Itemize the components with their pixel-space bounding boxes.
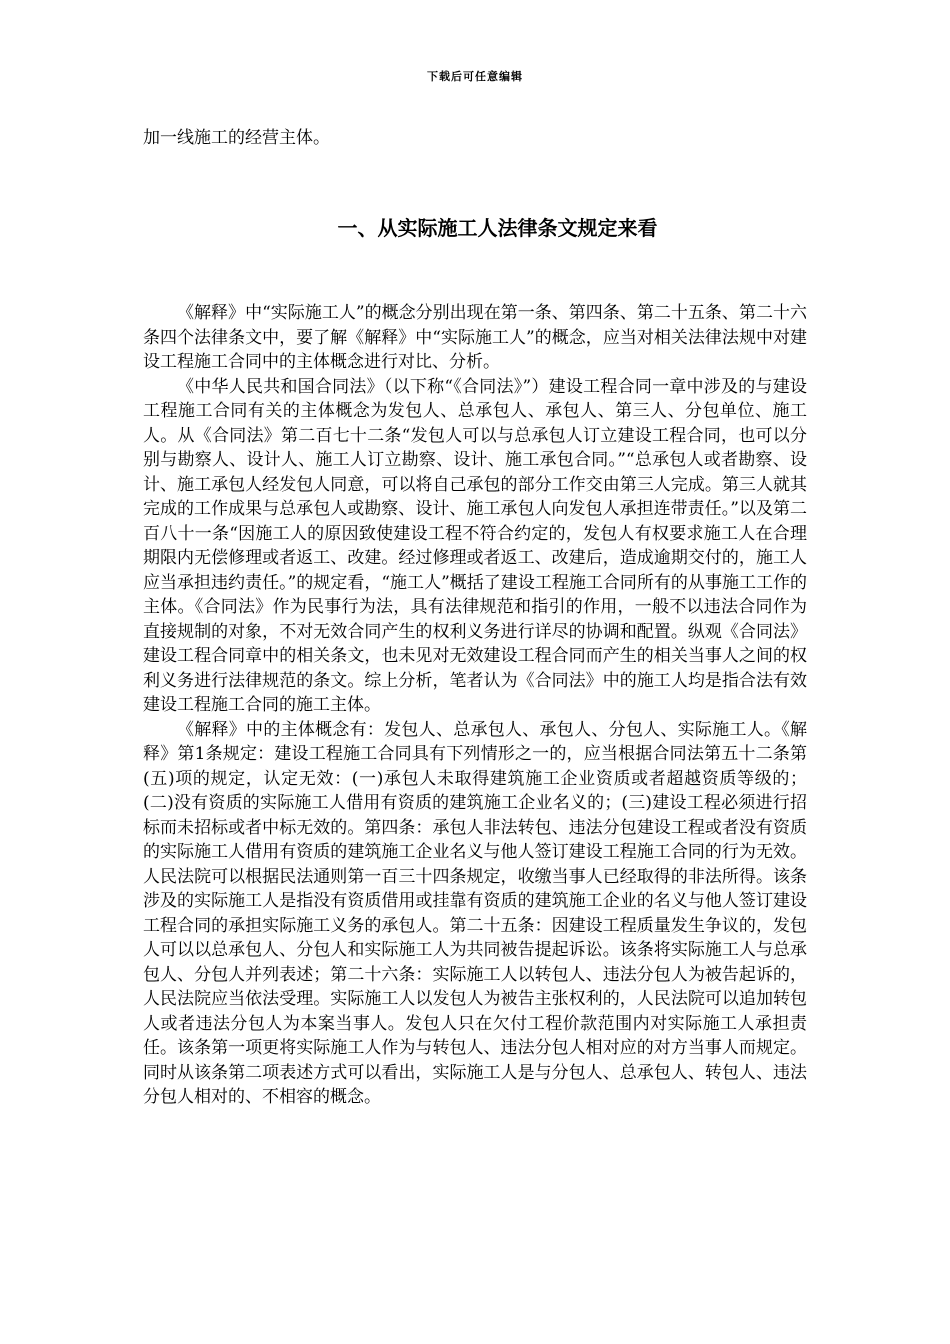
- paragraph: 《解释》中的主体概念有：发包人、总承包人、承包人、分包人、实际施工人。《解释》第1条规定：建设工程施工合同具有下列情形之一的，应当根据合同法第五十二条第(五)项的规定，认定无效：(一)承包人未取得建筑施工企业资质或者超越资质等级的；(二)没有资质的实际施工人借用有资质的建筑施工企业名义的；(三)建设工程必须进行招标而未招标或者中标无效的。第四条：承包人非法转包、违法分包建设工程或者没有资质的实际施工人借用有资质的建筑施工企业名义与他人签订建设工程施工合同的行为无效。人民法院可以根据民法通则第一百三十四条规定，收缴当事人已经取得的非法所得。该条涉及的实际施工人是指没有资质借用或挂靠有资质的建筑施工企业的名义与他人签订建设工程合同的承担实际施工义务的承包人。第二十五条：因建设工程质量发生争议的，发包人可以以总承包人、分包人和实际施工人为共同被告提起诉讼。该条将实际施工人与总承包人、分包人并列表述；第二十六条：实际施工人以转包人、违法分包人为被告起诉的，人民法院应当依法受理。实际施工人以发包人为被告主张权利的，人民法院可以追加转包人或者违法分包人为本案当事人。发包人只在欠付工程价款范围内对实际施工人承担责任。该条第一项更将实际施工人作为与转包人、违法分包人相对应的对方当事人而规定。同时从该条第二项表述方式可以看出，实际施工人是与分包人、总承包人、转包人、违法分包人相对的、不相容的概念。: [143, 719, 807, 1107]
- page-header: 下载后可任意编辑: [427, 70, 523, 83]
- body-text: [143, 301, 807, 1110]
- paragraph: 《解释》中“实际施工人”的概念分别出现在第一条、第四条、第二十五条、第二十六条四个法律条文中，要了解《解释》中“实际施工人”的概念，应当对相关法律法规中对建设工程施工合同中的主体概念进行对比、分析。: [143, 303, 807, 372]
- lead-line: 加一线施工的经营主体。: [143, 128, 330, 148]
- paragraph: 《中华人民共和国合同法》（以下称“《合同法》”）建设工程合同一章中涉及的与建设工程施工合同有关的主体概念为发包人、总承包人、承包人、第三人、分包单位、施工人。从《合同法》第二百七十二条“发包人可以与总承包人订立建设工程合同，也可以分别与勘察人、设计人、施工人订立勘察、设计、施工承包合同。”“总承包人或者勘察、设计、施工承包人经发包人同意，可以将自己承包的部分工作交由第三人完成。第三人就其完成的工作成果与总承包人或勘察、设计、施工承包人向发包人承担连带责任。”以及第二百八十一条“因施工人的原因致使建设工程不符合约定的，发包人有权要求施工人在合理期限内无偿修理或者返工、改建。经过修理或者返工、改建后，造成逾期交付的，施工人应当承担违约责任。”的规定看，“施工人”概括了建设工程施工合同所有的从事施工工作的主体。《合同法》作为民事行为法，具有法律规范和指引的作用，一般不以违法合同作为直接规制的对象，不对无效合同产生的权利义务进行详尽的协调和配置。纵观《合同法》建设工程合同章中的相关条文，也未见对无效建设工程合同而产生的相关当事人之间的权利义务进行法律规范的条文。综上分析，笔者认为《合同法》中的施工人均是指合法有效建设工程施工合同的施工主体。: [143, 376, 807, 715]
- section-title: 一、从实际施工人法律条文规定来看: [337, 216, 658, 240]
